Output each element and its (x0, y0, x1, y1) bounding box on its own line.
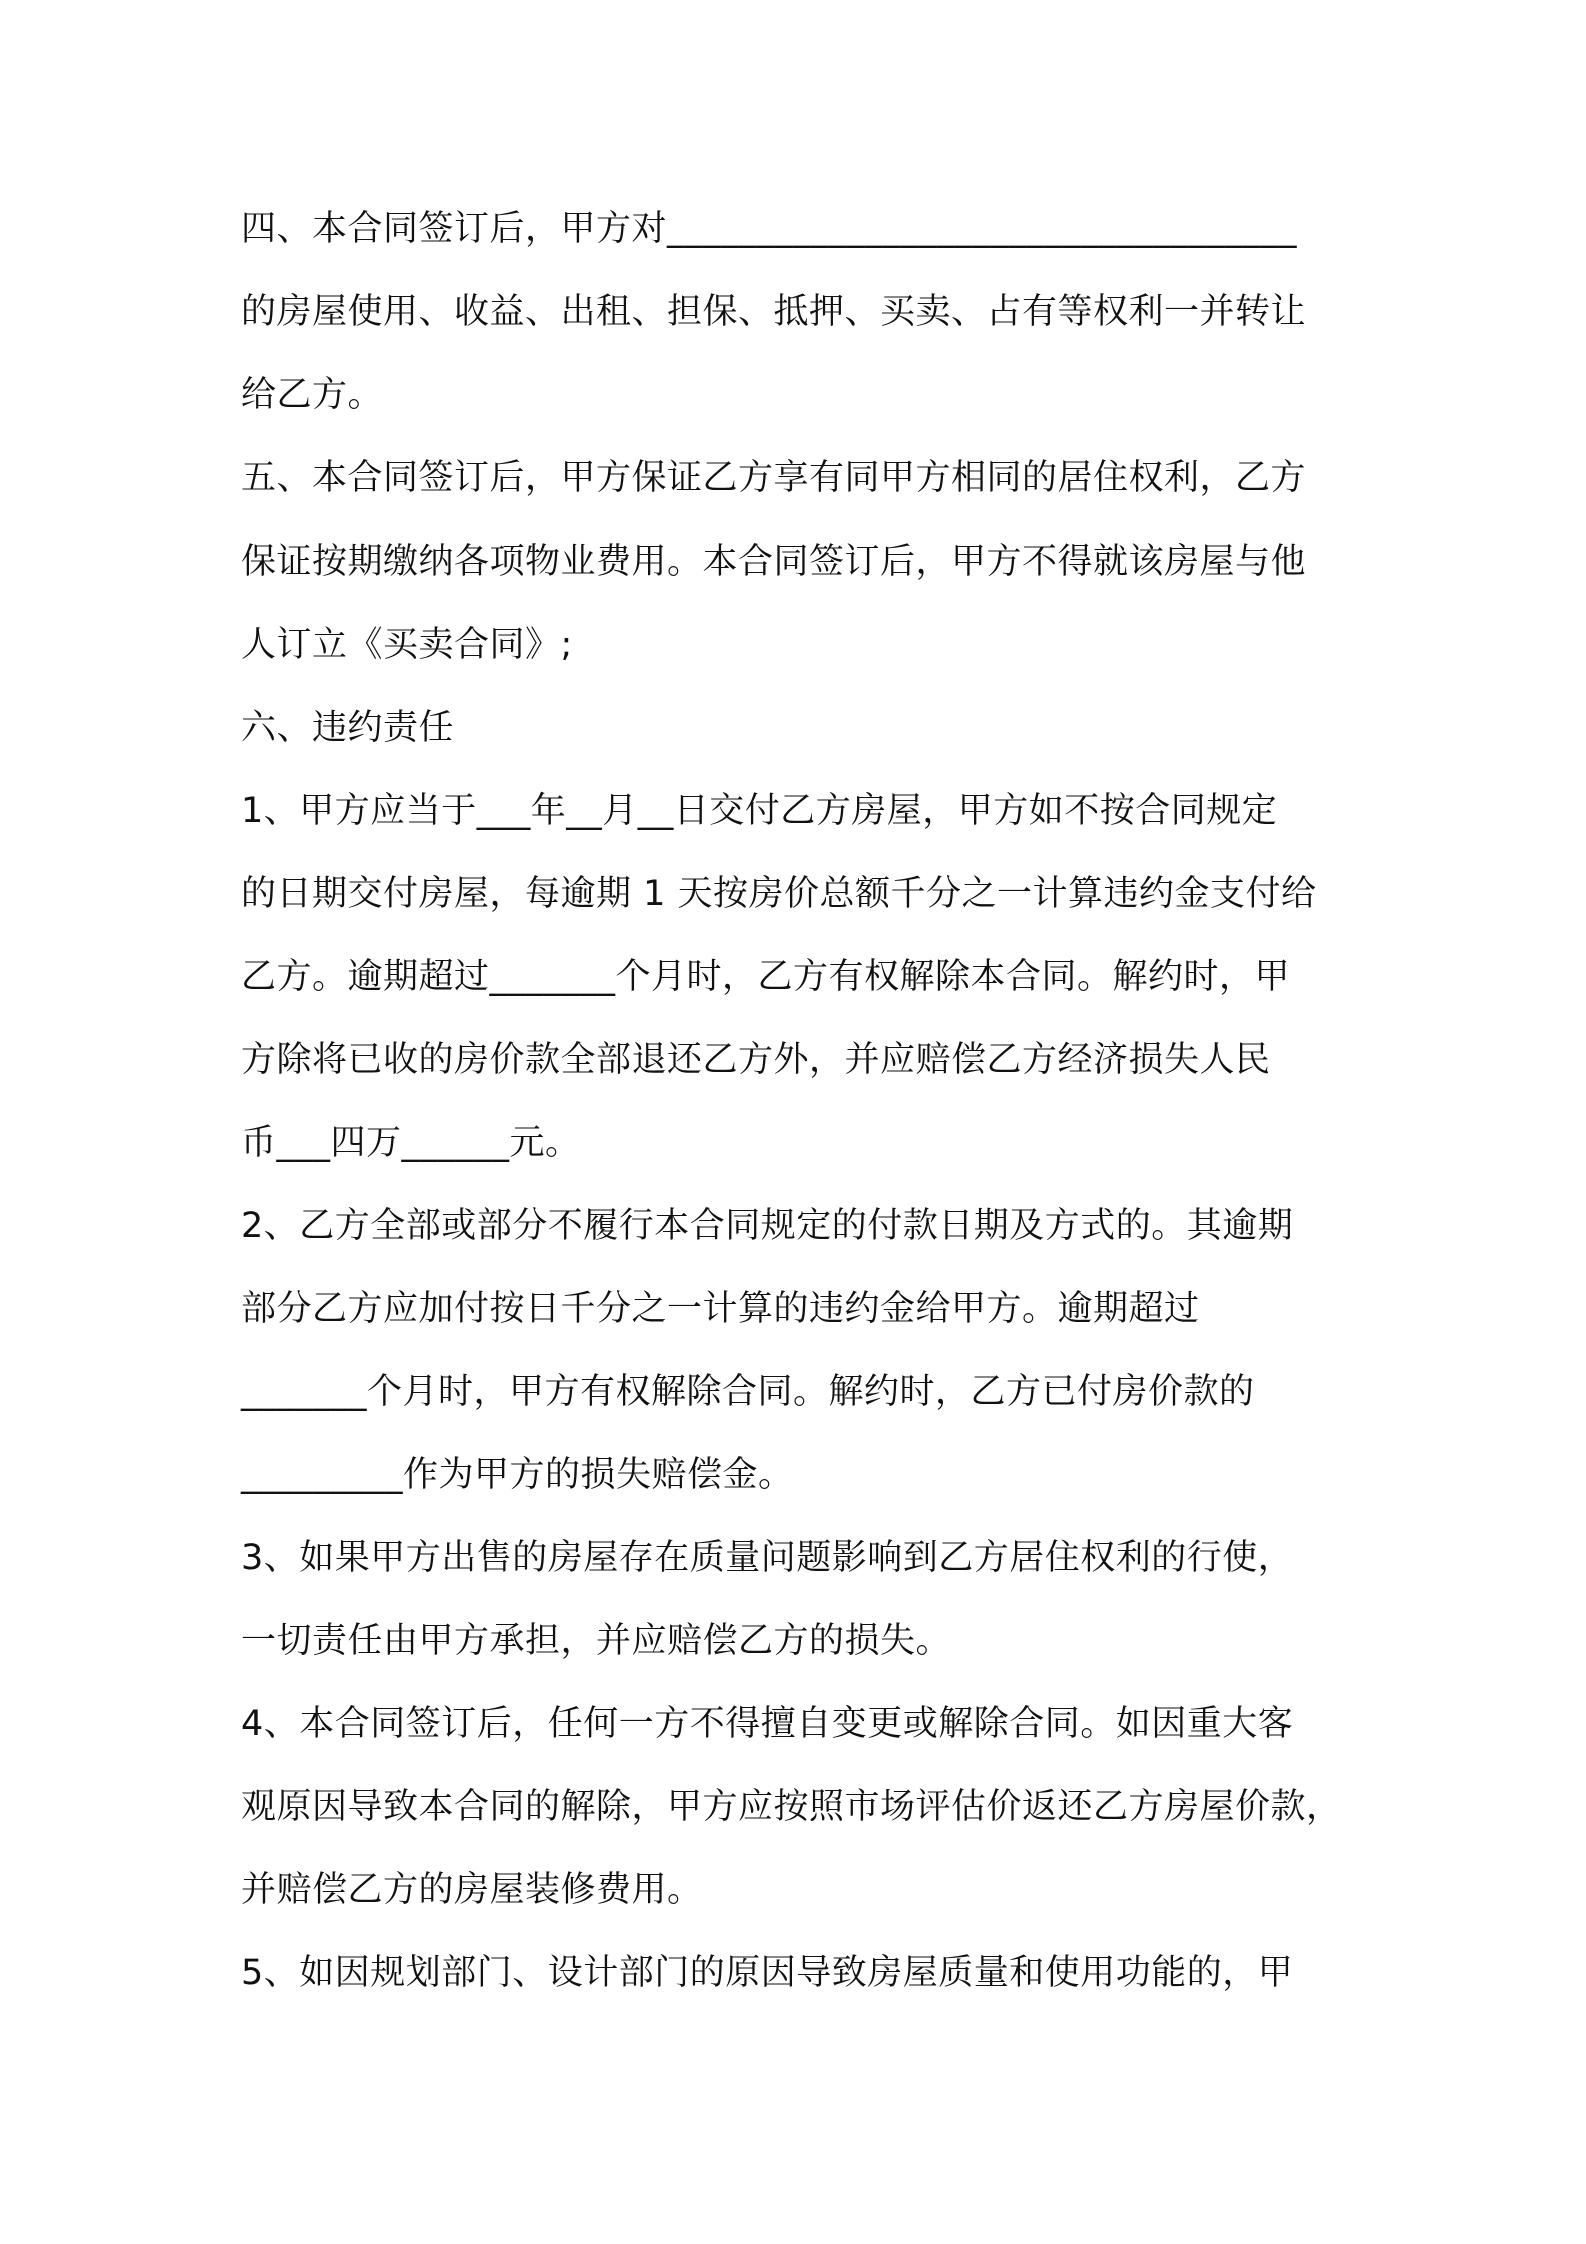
item-2-line-4: _________作为甲方的损失赔偿金。 (241, 1455, 794, 1495)
clause-5-line-2: 保证按期缴纳各项物业费用。本合同签订后，甲方不得就该房屋与他 (241, 542, 1307, 582)
clause-4-line-2: 的房屋使用、收益、出租、担保、抵押、买卖、占有等权利一并转让 (241, 292, 1307, 332)
clause-4-line-1: 四、本合同签订后，甲方对___________________________________ (241, 209, 1298, 249)
item-4-line-3: 并赔偿乙方的房屋装修费用。 (241, 1870, 703, 1910)
item-5-line-1: 5、如因规划部门、设计部门的原因导致房屋质量和使用功能的，甲 (241, 1953, 1294, 1993)
section-heading-breach-liability: 六、违约责任 (241, 708, 455, 748)
clause-5-line-3: 人订立《买卖合同》; (241, 625, 573, 665)
item-2-line-3: _______个月时，甲方有权解除合同。解约时，乙方已付房价款的 (241, 1372, 1255, 1412)
item-1-line-2: 的日期交付房屋，每逾期 1 天按房价总额千分之一计算违约金支付给 (241, 874, 1317, 914)
item-2-line-1: 2、乙方全部或部分不履行本合同规定的付款日期及方式的。其逾期 (241, 1206, 1294, 1246)
clause-4-line-3: 给乙方。 (241, 375, 384, 415)
item-1-line-1: 1、甲方应当于___年__月__日交付乙方房屋，甲方如不按合同规定 (241, 791, 1278, 831)
item-1-line-3: 乙方。逾期超过_______个月时，乙方有权解除本合同。解约时，甲 (241, 957, 1291, 997)
item-2-line-2: 部分乙方应加付按日千分之一计算的违约金给甲方。逾期超过 (241, 1289, 1200, 1329)
item-3-line-1: 3、如果甲方出售的房屋存在质量问题影响到乙方居住权利的行使， (241, 1538, 1294, 1578)
clause-5-line-1: 五、本合同签订后，甲方保证乙方享有同甲方相同的居住权利，乙方 (241, 458, 1307, 498)
item-1-line-5: 币___四万______元。 (241, 1123, 581, 1163)
item-1-line-4: 方除将已收的房价款全部退还乙方外，并应赔偿乙方经济损失人民 (241, 1040, 1271, 1080)
item-3-line-2: 一切责任由甲方承担，并应赔偿乙方的损失。 (241, 1621, 952, 1661)
item-4-line-1: 4、本合同签订后，任何一方不得擅自变更或解除合同。如因重大客 (241, 1704, 1294, 1744)
item-4-line-2: 观原因导致本合同的解除，甲方应按照市场评估价返还乙方房屋价款， (241, 1787, 1342, 1827)
